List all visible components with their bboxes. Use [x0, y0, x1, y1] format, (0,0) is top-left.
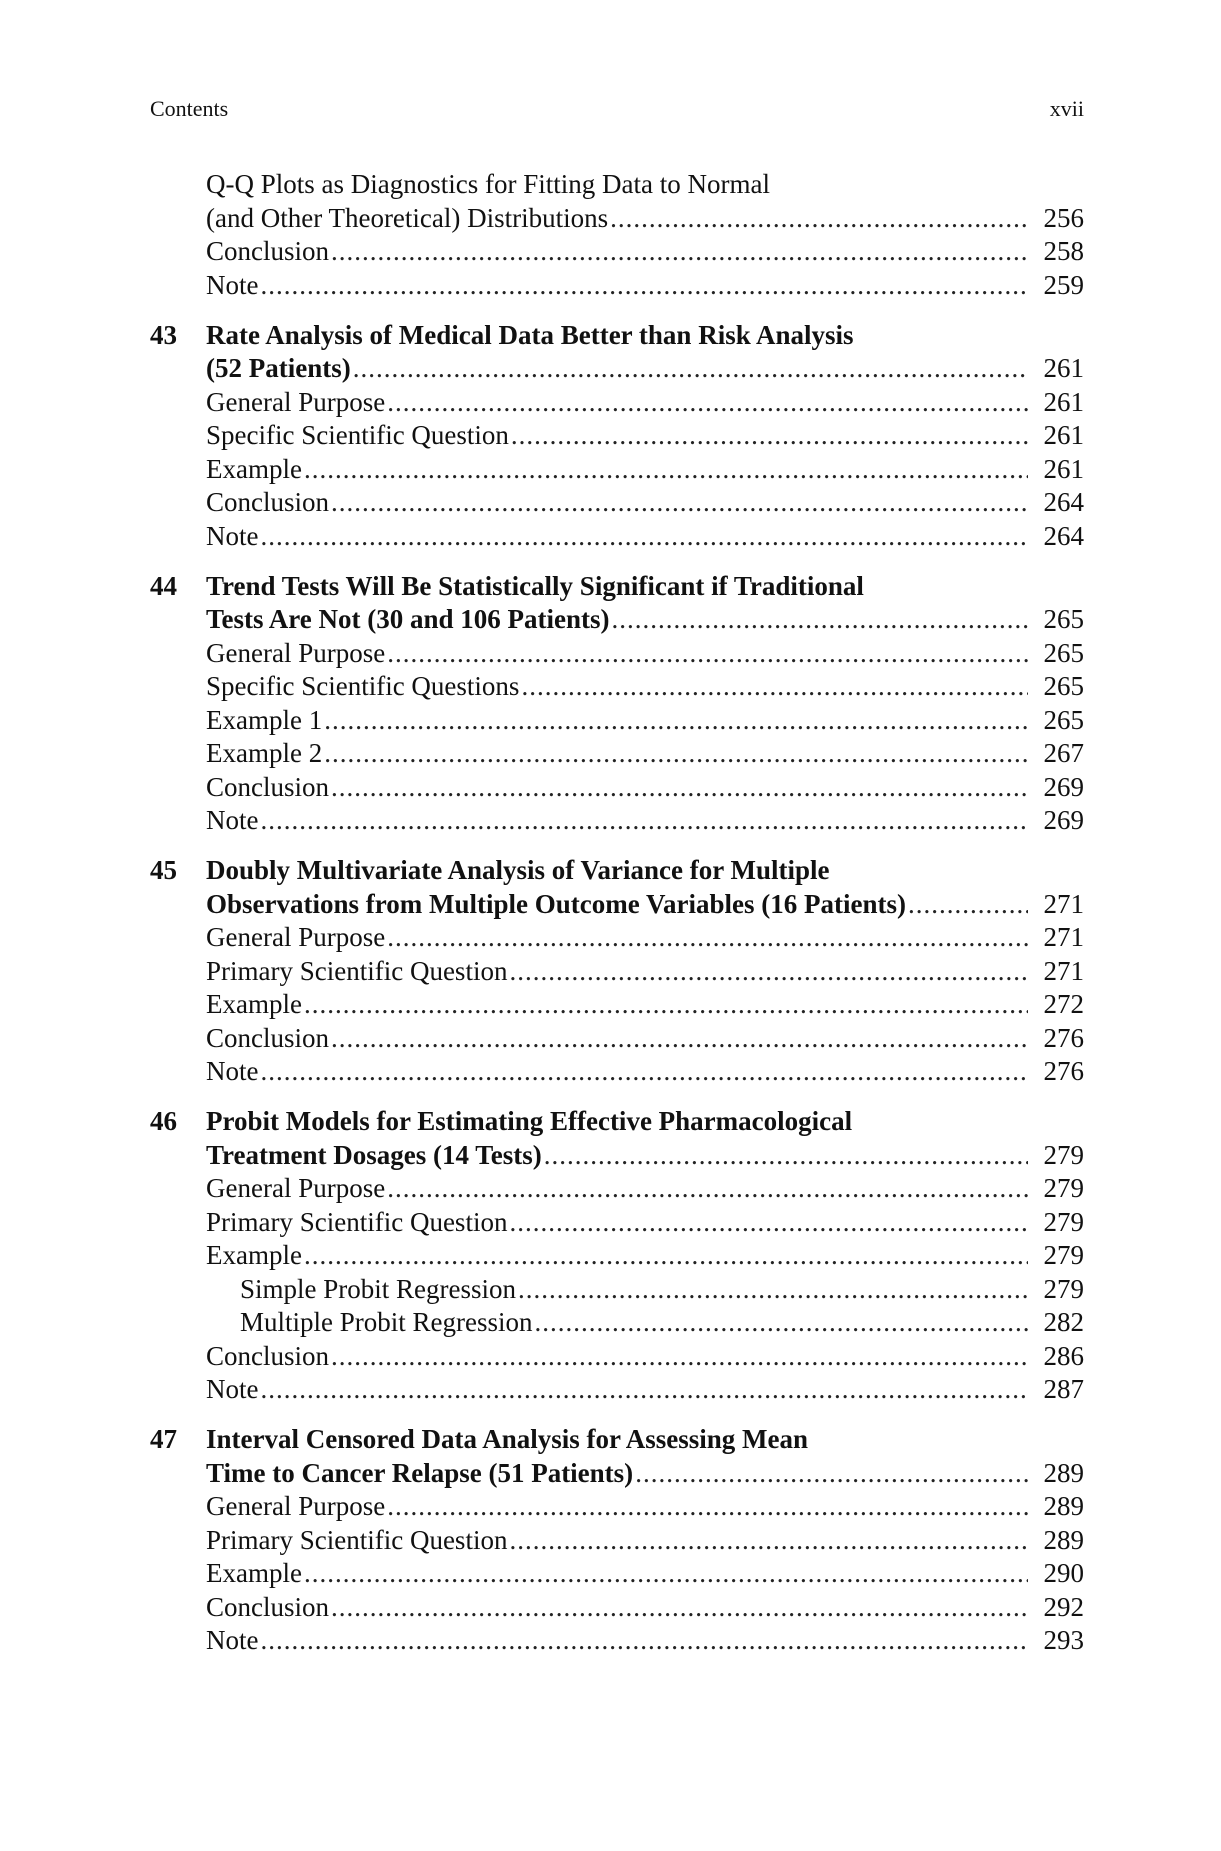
section-title: General Purpose [206, 386, 386, 417]
entry-body [206, 235, 1084, 269]
toc-entry[interactable] [150, 386, 1084, 420]
section-title: Conclusion [206, 236, 330, 266]
entry-body [206, 854, 1084, 888]
toc-entry[interactable] [150, 921, 1084, 955]
page-number: 261 [1043, 420, 1084, 450]
entry-body [206, 1172, 1084, 1206]
page-number: 279 [1043, 1240, 1084, 1270]
section-title: Conclusion [206, 1022, 330, 1053]
toc-entry[interactable] [150, 1022, 1084, 1056]
chapter-heading-line[interactable] [150, 854, 1084, 888]
dot-leader [509, 1206, 1028, 1240]
dot-leader [610, 202, 1028, 236]
entry-body [206, 921, 1084, 955]
page-number: 265 [1043, 637, 1084, 668]
entry-body [206, 704, 1084, 738]
section-title: Note [206, 269, 259, 300]
toc-entry[interactable] [150, 486, 1084, 520]
page-number: 282 [1043, 1307, 1084, 1337]
toc-entry[interactable] [150, 955, 1084, 989]
chapter-number: 43 [150, 319, 177, 350]
entry-body [206, 670, 1084, 704]
entry-body [206, 1457, 1084, 1491]
entry-body [206, 771, 1084, 805]
chapter-spacer [150, 838, 1084, 855]
entry-body [206, 988, 1084, 1022]
toc-entry[interactable] [150, 269, 1084, 303]
section-title: Note [206, 520, 259, 551]
section-title: Example [206, 989, 302, 1019]
toc-entry[interactable] [150, 1206, 1084, 1240]
page-number: 272 [1043, 989, 1084, 1019]
page-number: 289 [1043, 1457, 1084, 1488]
chapter-number: 45 [150, 855, 177, 885]
chapter-number: 46 [150, 1106, 177, 1136]
chapter-title: Time to Cancer Relapse (51 Patients) [206, 1457, 634, 1488]
dot-leader [324, 737, 1028, 771]
page-number: 289 [1043, 1491, 1084, 1521]
section-title: Conclusion [206, 1591, 330, 1622]
toc-entry[interactable] [150, 1524, 1084, 1558]
section-title: Simple Probit Regression [240, 1273, 516, 1304]
section-title: General Purpose [206, 1173, 386, 1203]
entry-body [206, 955, 1084, 989]
section-title: Q-Q Plots as Diagnostics for Fitting Data to Normal [206, 169, 770, 199]
dot-leader [304, 988, 1028, 1022]
chapter-title: Treatment Dosages (14 Tests) [206, 1139, 542, 1170]
toc-entry[interactable] [150, 1557, 1084, 1591]
dot-leader [908, 888, 1028, 922]
dot-leader [511, 419, 1028, 453]
toc-subentry[interactable] [150, 1306, 1084, 1340]
dot-leader [304, 1557, 1028, 1591]
entry-body [206, 1055, 1084, 1089]
entry-body [206, 269, 1084, 303]
page-number: 259 [1043, 269, 1084, 300]
page-number: 264 [1043, 487, 1084, 517]
dot-leader [544, 1139, 1028, 1173]
page-number: 279 [1043, 1206, 1084, 1237]
chapter-heading-line[interactable] [150, 1423, 1084, 1457]
page-number: 269 [1043, 771, 1084, 802]
dot-leader [509, 955, 1028, 989]
toc-entry[interactable] [150, 804, 1084, 838]
entry-body [206, 737, 1084, 771]
chapter-spacer [150, 1407, 1084, 1424]
page-number: 271 [1043, 922, 1084, 952]
entry-body [206, 386, 1084, 420]
entry-body [206, 1591, 1084, 1625]
dot-leader [521, 670, 1028, 704]
page-number: 271 [1043, 955, 1084, 986]
section-title: Example [206, 1558, 302, 1588]
page-number: 287 [1043, 1374, 1084, 1404]
dot-leader [635, 1457, 1028, 1491]
toc-entry[interactable] [150, 520, 1084, 554]
entry-body [206, 570, 1084, 604]
entry-body [206, 1624, 1084, 1658]
entry-body [240, 1306, 1084, 1340]
page-number: 258 [1043, 236, 1084, 266]
toc-entry[interactable] [150, 1624, 1084, 1658]
page-number: 265 [1043, 604, 1084, 634]
page-number: 265 [1043, 671, 1084, 701]
dot-leader [353, 352, 1028, 386]
section-title: Example [206, 453, 302, 484]
chapter-heading-line[interactable] [150, 1105, 1084, 1139]
section-title: General Purpose [206, 1491, 386, 1521]
section-title: Primary Scientific Question [206, 955, 508, 986]
toc-entry[interactable] [150, 737, 1084, 771]
entry-body [206, 1105, 1084, 1139]
chapter-spacer [150, 302, 1084, 319]
dot-leader [304, 1239, 1028, 1273]
section-title: Example 1 [206, 704, 323, 735]
entry-body [206, 888, 1084, 922]
entry-body [240, 1273, 1084, 1307]
dot-leader [331, 1022, 1028, 1056]
chapter-heading-line[interactable] [150, 888, 1084, 922]
entry-body [206, 453, 1084, 487]
entry-body [206, 202, 1084, 236]
section-title: Example [206, 1240, 302, 1270]
dot-leader [260, 520, 1028, 554]
entry-body [206, 168, 1084, 202]
dot-leader [387, 1490, 1028, 1524]
entry-body [206, 603, 1084, 637]
chapter-title: Trend Tests Will Be Statistically Significant if Traditional [206, 570, 864, 601]
dot-leader [260, 1373, 1028, 1407]
dot-leader [260, 1624, 1028, 1658]
section-title: Multiple Probit Regression [240, 1307, 533, 1337]
section-title: Primary Scientific Question [206, 1524, 508, 1555]
dot-leader [612, 603, 1029, 637]
dot-leader [331, 486, 1028, 520]
toc-entry[interactable] [150, 670, 1084, 704]
section-title: Note [206, 1625, 259, 1655]
page-number: 276 [1043, 1056, 1084, 1086]
running-head-page-number: xvii [1049, 96, 1084, 121]
chapter-heading-line[interactable] [150, 603, 1084, 637]
page-number: 279 [1043, 1139, 1084, 1170]
page-number: 267 [1043, 738, 1084, 768]
dot-leader [331, 771, 1028, 805]
toc-entry[interactable] [150, 1373, 1084, 1407]
entry-body [206, 1423, 1084, 1457]
toc-entry[interactable] [150, 988, 1084, 1022]
chapter-heading-line[interactable] [150, 352, 1084, 386]
chapter-title: Interval Censored Data Analysis for Assessing Mean [206, 1424, 809, 1454]
entry-body [206, 1557, 1084, 1591]
chapter-heading-line[interactable] [150, 319, 1084, 353]
chapter-number: 47 [150, 1424, 177, 1454]
entry-body [206, 1239, 1084, 1273]
dot-leader [260, 804, 1028, 838]
entry-body [206, 1490, 1084, 1524]
toc-entry[interactable] [150, 235, 1084, 269]
running-head [150, 96, 1084, 122]
entry-body [206, 352, 1084, 386]
dot-leader [387, 386, 1028, 420]
toc-entry[interactable] [150, 704, 1084, 738]
chapter-title: (52 Patients) [206, 353, 351, 383]
page-number: 256 [1043, 202, 1084, 233]
chapter-title: Doubly Multivariate Analysis of Variance for Multiple [206, 855, 830, 885]
page-number: 290 [1043, 1558, 1084, 1588]
entry-body [206, 1340, 1084, 1374]
section-title: Conclusion [206, 487, 330, 517]
page-number: 289 [1043, 1524, 1084, 1555]
toc-subentry[interactable] [150, 1273, 1084, 1307]
dot-leader [509, 1524, 1028, 1558]
entry-body [206, 1373, 1084, 1407]
page-number: 269 [1043, 805, 1084, 835]
toc-entry[interactable] [150, 1172, 1084, 1206]
page-number: 261 [1043, 353, 1084, 383]
toc-entry[interactable] [150, 1490, 1084, 1524]
page-number: 293 [1043, 1625, 1084, 1655]
section-title: Specific Scientific Questions [206, 671, 520, 701]
dot-leader [331, 1340, 1028, 1374]
chapter-heading-line[interactable] [150, 570, 1084, 604]
section-title: (and Other Theoretical) Distributions [206, 202, 609, 233]
entry-body [206, 1022, 1084, 1056]
chapter-title: Tests Are Not (30 and 106 Patients) [206, 604, 610, 634]
chapter-number: 44 [150, 570, 177, 601]
toc-entry[interactable] [150, 1591, 1084, 1625]
dot-leader [387, 1172, 1028, 1206]
dot-leader [260, 269, 1028, 303]
entry-body [206, 419, 1084, 453]
page-number: 276 [1043, 1022, 1084, 1053]
chapter-spacer [150, 1089, 1084, 1106]
page-number: 264 [1043, 520, 1084, 551]
chapter-title: Rate Analysis of Medical Data Better than Risk Analysis [206, 319, 854, 350]
page-number: 265 [1043, 704, 1084, 735]
dot-leader [518, 1273, 1028, 1307]
page-number: 261 [1043, 386, 1084, 417]
chapter-heading-line[interactable] [150, 1457, 1084, 1491]
entry-body [206, 804, 1084, 838]
dot-leader [260, 1055, 1028, 1089]
entry-body [206, 1139, 1084, 1173]
page-number: 279 [1043, 1273, 1084, 1304]
section-title: Example 2 [206, 738, 323, 768]
section-title: General Purpose [206, 637, 386, 668]
toc-entry-line[interactable] [150, 168, 1084, 202]
page-number: 271 [1043, 888, 1084, 919]
dot-leader [331, 1591, 1028, 1625]
running-head-title: Contents [150, 96, 229, 121]
page-number: 292 [1043, 1591, 1084, 1622]
entry-body [206, 1524, 1084, 1558]
entry-body [206, 1206, 1084, 1240]
section-title: Note [206, 1374, 259, 1404]
entry-body [206, 319, 1084, 353]
chapter-spacer [150, 553, 1084, 570]
toc-entry[interactable] [150, 419, 1084, 453]
toc-entry[interactable] [150, 1055, 1084, 1089]
toc-entry[interactable] [150, 637, 1084, 671]
chapter-title: Observations from Multiple Outcome Variables (16 Patients) [206, 888, 906, 919]
dot-leader [324, 704, 1028, 738]
section-title: Note [206, 1056, 259, 1086]
section-title: Conclusion [206, 771, 330, 802]
dot-leader [387, 637, 1028, 671]
toc-entry[interactable] [150, 453, 1084, 487]
section-title: Note [206, 805, 259, 835]
section-title: Conclusion [206, 1340, 330, 1371]
page-number: 286 [1043, 1340, 1084, 1371]
toc-entry-line[interactable] [150, 202, 1084, 236]
entry-body [206, 486, 1084, 520]
chapter-title: Probit Models for Estimating Effective Pharmacological [206, 1106, 853, 1136]
toc-entry[interactable] [150, 1239, 1084, 1273]
dot-leader [304, 453, 1028, 487]
section-title: General Purpose [206, 922, 386, 952]
page-number: 279 [1043, 1173, 1084, 1203]
section-title: Specific Scientific Question [206, 420, 509, 450]
table-of-contents [150, 168, 1084, 1658]
dot-leader [535, 1306, 1029, 1340]
chapter-heading-line[interactable] [150, 1139, 1084, 1173]
toc-entry[interactable] [150, 1340, 1084, 1374]
section-title: Primary Scientific Question [206, 1206, 508, 1237]
toc-entry[interactable] [150, 771, 1084, 805]
entry-body [206, 637, 1084, 671]
dot-leader [387, 921, 1028, 955]
dot-leader [331, 235, 1028, 269]
page-number: 261 [1043, 453, 1084, 484]
entry-body [206, 520, 1084, 554]
